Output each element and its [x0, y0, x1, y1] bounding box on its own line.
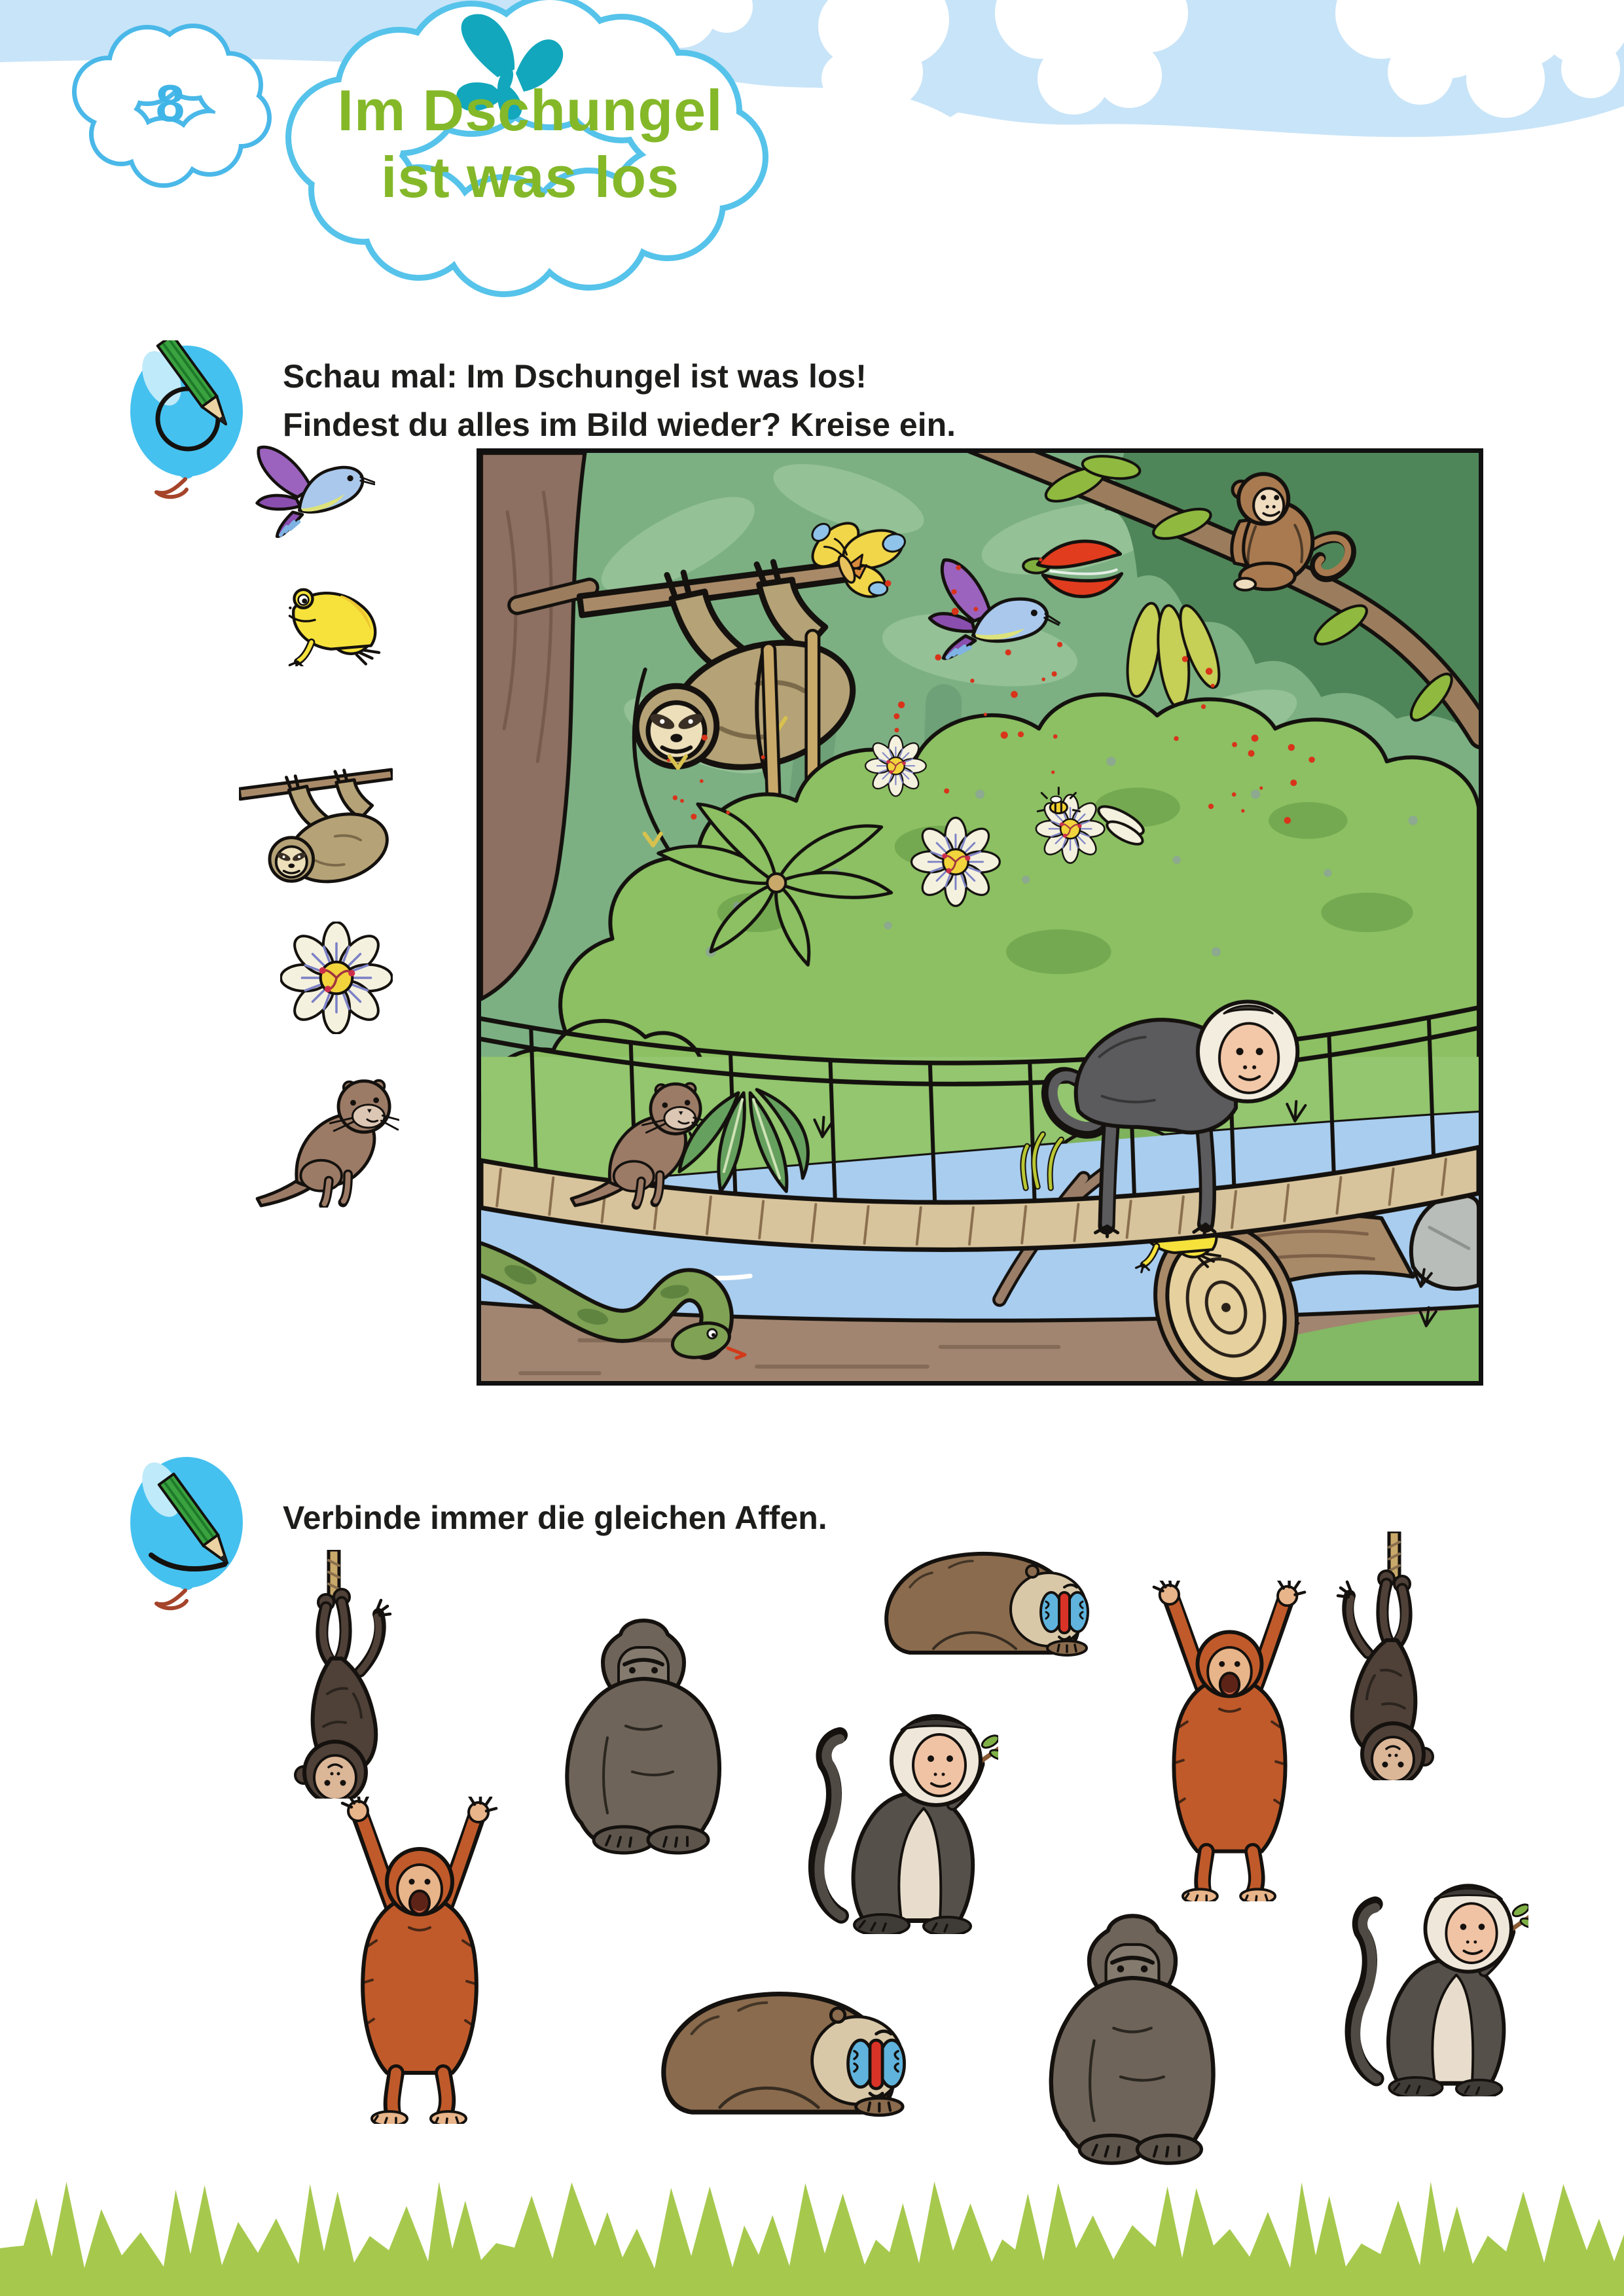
balloon-pencil-circle-icon — [128, 340, 265, 501]
monkey-capuchin-1[interactable] — [802, 1698, 998, 1934]
monkey-orangutan-2[interactable] — [331, 1797, 507, 2124]
grass-border — [0, 2163, 1624, 2296]
monkey-hanging-2[interactable] — [1329, 1532, 1460, 1780]
task1-line2: Findest du alles im Bild wieder? Kreise ein. — [283, 406, 956, 443]
jungle-picture — [477, 448, 1483, 1386]
otter-icon[interactable] — [252, 1073, 399, 1208]
hummingbird-icon[interactable] — [254, 440, 375, 545]
monkey-gorilla-1[interactable] — [542, 1607, 745, 1862]
yellow-frog-icon[interactable] — [274, 575, 388, 666]
task2-text — [283, 1494, 827, 1542]
page-title-line2: ist was los — [380, 145, 680, 209]
page-number: 8 — [155, 74, 185, 132]
page-title — [314, 77, 746, 211]
task1-line1: Schau mal: Im Dschungel ist was los! — [283, 358, 867, 395]
sky-band — [0, 0, 1624, 314]
monkey-capuchin-2[interactable] — [1339, 1869, 1528, 2096]
balloon-pencil-line-icon — [128, 1452, 265, 1612]
task1-text — [283, 352, 956, 449]
monkey-mandrill-2[interactable] — [645, 1964, 926, 2120]
page-title-line1: Im Dschungel — [337, 78, 723, 143]
monkey-orangutan-1[interactable] — [1142, 1581, 1316, 1901]
hanging-sloth-icon[interactable] — [239, 764, 393, 893]
passionflower-icon[interactable] — [280, 922, 393, 1034]
monkey-mandrill-1[interactable] — [871, 1528, 1106, 1659]
monkey-hanging-1[interactable] — [268, 1550, 399, 1799]
monkey-gorilla-2[interactable] — [1024, 1901, 1240, 2173]
task2-line: Verbinde immer die gleichen Affen. — [283, 1499, 827, 1536]
